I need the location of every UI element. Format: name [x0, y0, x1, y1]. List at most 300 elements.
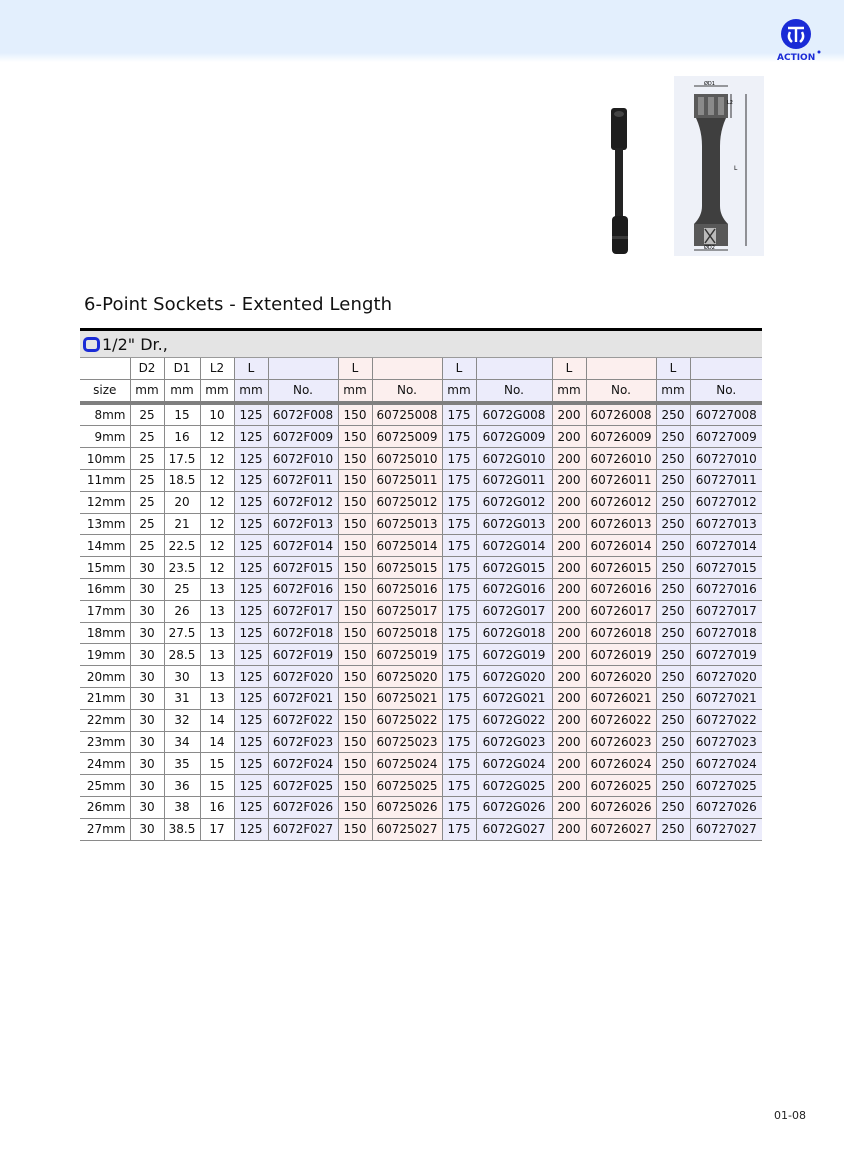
cell-l-250: 250: [656, 796, 690, 818]
table-row: [80, 600, 762, 622]
cell-l2: 16: [200, 796, 234, 818]
cell-no-7: 60727010: [690, 448, 762, 470]
cell-l-175: 175: [442, 796, 476, 818]
cell-size: 9mm: [80, 426, 130, 448]
cell-no-f: 6072F024: [268, 753, 338, 775]
table-row: [80, 469, 762, 491]
cell-size: 13mm: [80, 513, 130, 535]
cell-no-g: 6072G022: [476, 709, 552, 731]
cell-size: 18mm: [80, 622, 130, 644]
cell-size: 20mm: [80, 666, 130, 688]
cell-l-250: 250: [656, 448, 690, 470]
cell-l2: 13: [200, 666, 234, 688]
cell-d1: 35: [164, 753, 200, 775]
cell-no-f: 6072F011: [268, 469, 338, 491]
cell-d2: 30: [130, 687, 164, 709]
cell-l-150: 150: [338, 622, 372, 644]
cell-d1: D1: [164, 358, 200, 379]
cell-d1: 36: [164, 775, 200, 797]
cell-l-175: 175: [442, 600, 476, 622]
cell-no-7: No.: [690, 379, 762, 402]
spec-table: [80, 358, 762, 841]
cell-no-f: 6072F013: [268, 513, 338, 535]
cell-d1: 27.5: [164, 622, 200, 644]
cell-l2: 13: [200, 644, 234, 666]
cell-l-125: 125: [234, 426, 268, 448]
cell-l-200: 200: [552, 491, 586, 513]
cell-no-6: 60726010: [586, 448, 656, 470]
cell-l-200: 200: [552, 818, 586, 840]
cell-l-200: 200: [552, 753, 586, 775]
cell-l-200: 200: [552, 557, 586, 579]
cell-no-7: 60727009: [690, 426, 762, 448]
cell-l-175: 175: [442, 448, 476, 470]
table-row: [80, 403, 762, 426]
cell-d1: 28.5: [164, 644, 200, 666]
cell-no-6: 60726009: [586, 426, 656, 448]
cell-l-125: 125: [234, 687, 268, 709]
cell-size: 25mm: [80, 775, 130, 797]
table-row: [80, 709, 762, 731]
label-d1: ØD1: [704, 81, 715, 87]
cell-no-f: 6072F025: [268, 775, 338, 797]
cell-l-175: 175: [442, 491, 476, 513]
table-row: [80, 818, 762, 840]
cell-no-7: 60727025: [690, 775, 762, 797]
cell-l-150: 150: [338, 557, 372, 579]
cell-no-6: 60726027: [586, 818, 656, 840]
cell-l2: 10: [200, 403, 234, 426]
cell-no-f: [268, 358, 338, 379]
cell-l-150: 150: [338, 513, 372, 535]
cell-d1: 16: [164, 426, 200, 448]
cell-d1: mm: [164, 379, 200, 402]
cell-l-250: L: [656, 358, 690, 379]
cell-l2: 14: [200, 709, 234, 731]
cell-l-200: 200: [552, 535, 586, 557]
cell-no-g: 6072G026: [476, 796, 552, 818]
cell-size: 24mm: [80, 753, 130, 775]
cell-no-g: 6072G023: [476, 731, 552, 753]
cell-l-250: 250: [656, 775, 690, 797]
cell-no-5: 60725025: [372, 775, 442, 797]
cell-no-5: 60725016: [372, 578, 442, 600]
cell-no-5: [372, 358, 442, 379]
socket-photo: [600, 108, 640, 256]
cell-no-6: 60726022: [586, 709, 656, 731]
cell-l-200: 200: [552, 644, 586, 666]
cell-d1: 15: [164, 403, 200, 426]
cell-l-200: 200: [552, 775, 586, 797]
cell-no-f: 6072F012: [268, 491, 338, 513]
cell-d1: 18.5: [164, 469, 200, 491]
table-row: [80, 622, 762, 644]
cell-l-125: 125: [234, 535, 268, 557]
cell-no-6: 60726025: [586, 775, 656, 797]
cell-l-250: 250: [656, 666, 690, 688]
cell-l-150: 150: [338, 687, 372, 709]
cell-l-150: 150: [338, 731, 372, 753]
cell-l-150: 150: [338, 426, 372, 448]
cell-d2: 30: [130, 578, 164, 600]
cell-no-6: 60726017: [586, 600, 656, 622]
cell-no-5: 60725021: [372, 687, 442, 709]
cell-l-250: 250: [656, 578, 690, 600]
cell-size: 27mm: [80, 818, 130, 840]
cell-l-150: 150: [338, 818, 372, 840]
cell-l-125: 125: [234, 666, 268, 688]
cell-l2: 17: [200, 818, 234, 840]
cell-l-150: 150: [338, 578, 372, 600]
cell-no-7: 60727011: [690, 469, 762, 491]
cell-d1: 25: [164, 578, 200, 600]
cell-no-5: 60725019: [372, 644, 442, 666]
cell-no-g: 6072G009: [476, 426, 552, 448]
cell-l2: 13: [200, 600, 234, 622]
cell-no-6: No.: [586, 379, 656, 402]
cell-no-7: 60727013: [690, 513, 762, 535]
cell-d2: 25: [130, 513, 164, 535]
cell-l2: 15: [200, 775, 234, 797]
cell-d2: 25: [130, 448, 164, 470]
cell-l-200: mm: [552, 379, 586, 402]
cell-no-5: No.: [372, 379, 442, 402]
cell-no-5: 60725013: [372, 513, 442, 535]
cell-l-175: mm: [442, 379, 476, 402]
cell-size: size: [80, 379, 130, 402]
cell-no-6: 60726018: [586, 622, 656, 644]
cell-l-175: 175: [442, 753, 476, 775]
cell-l2: L2: [200, 358, 234, 379]
cell-no-5: 60725026: [372, 796, 442, 818]
table-row: [80, 775, 762, 797]
table-row: [80, 578, 762, 600]
cell-no-g: 6072G014: [476, 535, 552, 557]
cell-no-g: 6072G015: [476, 557, 552, 579]
cell-l-125: 125: [234, 753, 268, 775]
cell-l-200: 200: [552, 796, 586, 818]
cell-l-250: 250: [656, 557, 690, 579]
cell-no-7: 60727022: [690, 709, 762, 731]
cell-l-125: 125: [234, 796, 268, 818]
cell-no-6: 60726016: [586, 578, 656, 600]
cell-l-125: 125: [234, 469, 268, 491]
cell-l-125: 125: [234, 644, 268, 666]
cell-l-200: 200: [552, 448, 586, 470]
cell-d2: 25: [130, 403, 164, 426]
cell-size: 10mm: [80, 448, 130, 470]
cell-no-6: 60726013: [586, 513, 656, 535]
cell-no-g: 6072G025: [476, 775, 552, 797]
table-row: [80, 448, 762, 470]
cell-l-150: L: [338, 358, 372, 379]
cell-l-250: 250: [656, 753, 690, 775]
cell-l-250: 250: [656, 469, 690, 491]
cell-no-g: 6072G010: [476, 448, 552, 470]
cell-no-7: 60727016: [690, 578, 762, 600]
cell-l-150: 150: [338, 403, 372, 426]
cell-l-125: L: [234, 358, 268, 379]
cell-l-150: 150: [338, 709, 372, 731]
table-row: [80, 644, 762, 666]
cell-d2: 25: [130, 491, 164, 513]
cell-l-250: 250: [656, 644, 690, 666]
table-row: [80, 753, 762, 775]
cell-l2: 12: [200, 513, 234, 535]
cell-l-175: 175: [442, 622, 476, 644]
cell-d2: D2: [130, 358, 164, 379]
cell-l2: 12: [200, 535, 234, 557]
cell-no-7: [690, 358, 762, 379]
cell-l-125: 125: [234, 731, 268, 753]
cell-no-g: 6072G013: [476, 513, 552, 535]
cell-no-6: 60726026: [586, 796, 656, 818]
cell-l2: 13: [200, 687, 234, 709]
cell-no-7: 60727014: [690, 535, 762, 557]
cell-d1: 23.5: [164, 557, 200, 579]
table-row: [80, 666, 762, 688]
cell-no-f: 6072F021: [268, 687, 338, 709]
cell-no-7: 60727008: [690, 403, 762, 426]
cell-l-200: 200: [552, 469, 586, 491]
cell-no-7: 60727021: [690, 687, 762, 709]
cell-no-7: 60727012: [690, 491, 762, 513]
cell-d1: 32: [164, 709, 200, 731]
cell-no-7: 60727020: [690, 666, 762, 688]
cell-l-150: 150: [338, 753, 372, 775]
cell-l-125: 125: [234, 818, 268, 840]
cell-l-250: 250: [656, 426, 690, 448]
cell-l-150: 150: [338, 469, 372, 491]
cell-no-5: 60725009: [372, 426, 442, 448]
cell-d1: 31: [164, 687, 200, 709]
cell-l-250: 250: [656, 600, 690, 622]
cell-l-150: 150: [338, 448, 372, 470]
cell-l-250: mm: [656, 379, 690, 402]
cell-no-6: 60726008: [586, 403, 656, 426]
cell-l-175: 175: [442, 557, 476, 579]
cell-no-5: 60725018: [372, 622, 442, 644]
cell-l-175: 175: [442, 535, 476, 557]
cell-no-f: 6072F014: [268, 535, 338, 557]
cell-no-5: 60725008: [372, 403, 442, 426]
label-d2: ØD2: [704, 245, 715, 251]
square-drive-icon: [83, 337, 100, 352]
cell-l-250: 250: [656, 687, 690, 709]
cell-no-7: 60727027: [690, 818, 762, 840]
cell-no-g: 6072G017: [476, 600, 552, 622]
cell-l-150: mm: [338, 379, 372, 402]
cell-no-5: 60725015: [372, 557, 442, 579]
cell-l-125: 125: [234, 557, 268, 579]
cell-l-125: 125: [234, 491, 268, 513]
cell-l-175: 175: [442, 687, 476, 709]
cell-d2: 30: [130, 775, 164, 797]
cell-l-250: 250: [656, 535, 690, 557]
cell-d2: 30: [130, 818, 164, 840]
header-band: [0, 0, 844, 62]
cell-no-7: 60727019: [690, 644, 762, 666]
cell-l-175: 175: [442, 513, 476, 535]
cell-l2: 12: [200, 448, 234, 470]
cell-l-250: 250: [656, 513, 690, 535]
cell-d2: 30: [130, 644, 164, 666]
label-l: L: [734, 165, 738, 172]
cell-l-125: 125: [234, 513, 268, 535]
cell-no-f: 6072F009: [268, 426, 338, 448]
cell-no-g: 6072G019: [476, 644, 552, 666]
cell-no-g: 6072G027: [476, 818, 552, 840]
cell-l-150: 150: [338, 775, 372, 797]
cell-d1: 21: [164, 513, 200, 535]
cell-no-g: 6072G021: [476, 687, 552, 709]
cell-l2: 12: [200, 557, 234, 579]
table-row: [80, 513, 762, 535]
cell-d2: 30: [130, 600, 164, 622]
cell-l-125: 125: [234, 709, 268, 731]
cell-l-125: 125: [234, 775, 268, 797]
action-logo: [774, 16, 822, 62]
cell-l-125: 125: [234, 403, 268, 426]
cell-d2: 25: [130, 469, 164, 491]
cell-no-g: 6072G018: [476, 622, 552, 644]
cell-size: 15mm: [80, 557, 130, 579]
cell-l-200: 200: [552, 622, 586, 644]
cell-d2: 25: [130, 535, 164, 557]
cell-size: 17mm: [80, 600, 130, 622]
cell-no-g: 6072G012: [476, 491, 552, 513]
cell-l-175: 175: [442, 426, 476, 448]
cell-d2: 30: [130, 622, 164, 644]
cell-size: 22mm: [80, 709, 130, 731]
cell-no-f: 6072F010: [268, 448, 338, 470]
spec-table-section: [80, 328, 762, 841]
cell-l-250: 250: [656, 731, 690, 753]
cell-d1: 26: [164, 600, 200, 622]
cell-no-5: 60725027: [372, 818, 442, 840]
page-number: 01-08: [774, 1109, 806, 1122]
cell-no-7: 60727026: [690, 796, 762, 818]
cell-l-175: 175: [442, 403, 476, 426]
cell-size: 12mm: [80, 491, 130, 513]
drive-label: 1/2" Dr.,: [102, 334, 168, 354]
cell-no-6: 60726024: [586, 753, 656, 775]
cell-size: 11mm: [80, 469, 130, 491]
cell-no-f: 6072F018: [268, 622, 338, 644]
cell-l-150: 150: [338, 535, 372, 557]
cell-no-7: 60727015: [690, 557, 762, 579]
cell-no-5: 60725020: [372, 666, 442, 688]
cell-d1: 34: [164, 731, 200, 753]
cell-l-200: 200: [552, 666, 586, 688]
cell-no-5: 60725022: [372, 709, 442, 731]
cell-no-f: 6072F015: [268, 557, 338, 579]
cell-no-6: 60726019: [586, 644, 656, 666]
socket-dimension-diagram: [674, 76, 764, 256]
cell-no-7: 60727017: [690, 600, 762, 622]
cell-no-5: 60725014: [372, 535, 442, 557]
cell-no-5: 60725012: [372, 491, 442, 513]
cell-no-g: 6072G024: [476, 753, 552, 775]
cell-l-150: 150: [338, 644, 372, 666]
cell-no-f: No.: [268, 379, 338, 402]
cell-no-g: 6072G016: [476, 578, 552, 600]
table-row: [80, 491, 762, 513]
cell-d1: 17.5: [164, 448, 200, 470]
table-row: [80, 535, 762, 557]
cell-no-g: [476, 358, 552, 379]
cell-no-5: 60725024: [372, 753, 442, 775]
cell-l2: 12: [200, 426, 234, 448]
cell-no-6: 60726012: [586, 491, 656, 513]
cell-l-250: 250: [656, 818, 690, 840]
cell-l-175: L: [442, 358, 476, 379]
cell-l2: 12: [200, 469, 234, 491]
page-title: 6-Point Sockets - Extented Length: [84, 294, 393, 315]
cell-l-175: 175: [442, 469, 476, 491]
cell-l-150: 150: [338, 600, 372, 622]
cell-l2: 13: [200, 578, 234, 600]
cell-no-f: 6072F016: [268, 578, 338, 600]
cell-l-125: mm: [234, 379, 268, 402]
cell-l-250: 250: [656, 491, 690, 513]
cell-l-200: 200: [552, 687, 586, 709]
cell-l-125: 125: [234, 600, 268, 622]
cell-d2: 30: [130, 709, 164, 731]
cell-l-250: 250: [656, 403, 690, 426]
cell-l-250: 250: [656, 622, 690, 644]
cell-d1: 30: [164, 666, 200, 688]
cell-no-g: 6072G008: [476, 403, 552, 426]
table-row: [80, 426, 762, 448]
cell-no-6: 60726015: [586, 557, 656, 579]
cell-size: 21mm: [80, 687, 130, 709]
cell-l-175: 175: [442, 709, 476, 731]
cell-size: 14mm: [80, 535, 130, 557]
cell-no-6: 60726020: [586, 666, 656, 688]
logo-text: ACTION: [777, 53, 816, 62]
cell-no-f: 6072F020: [268, 666, 338, 688]
cell-l-175: 175: [442, 775, 476, 797]
cell-no-7: 60727023: [690, 731, 762, 753]
cell-l2: 15: [200, 753, 234, 775]
cell-l-200: 200: [552, 513, 586, 535]
cell-l-150: 150: [338, 666, 372, 688]
cell-l-125: 125: [234, 448, 268, 470]
cell-size: 26mm: [80, 796, 130, 818]
cell-l-200: 200: [552, 403, 586, 426]
cell-no-g: No.: [476, 379, 552, 402]
cell-no-6: 60726023: [586, 731, 656, 753]
cell-d2: 30: [130, 753, 164, 775]
cell-size: 8mm: [80, 403, 130, 426]
cell-no-5: 60725017: [372, 600, 442, 622]
cell-l2: 12: [200, 491, 234, 513]
cell-d2: 30: [130, 666, 164, 688]
cell-no-f: 6072F027: [268, 818, 338, 840]
header-row-dimension: [80, 358, 762, 379]
cell-no-6: 60726021: [586, 687, 656, 709]
cell-no-g: 6072G011: [476, 469, 552, 491]
header-row-units: [80, 379, 762, 402]
cell-no-5: 60725010: [372, 448, 442, 470]
cell-l-200: 200: [552, 600, 586, 622]
table-row: [80, 687, 762, 709]
cell-size: 23mm: [80, 731, 130, 753]
cell-no-f: 6072F023: [268, 731, 338, 753]
drive-size-bar: [80, 331, 762, 358]
cell-l-200: L: [552, 358, 586, 379]
